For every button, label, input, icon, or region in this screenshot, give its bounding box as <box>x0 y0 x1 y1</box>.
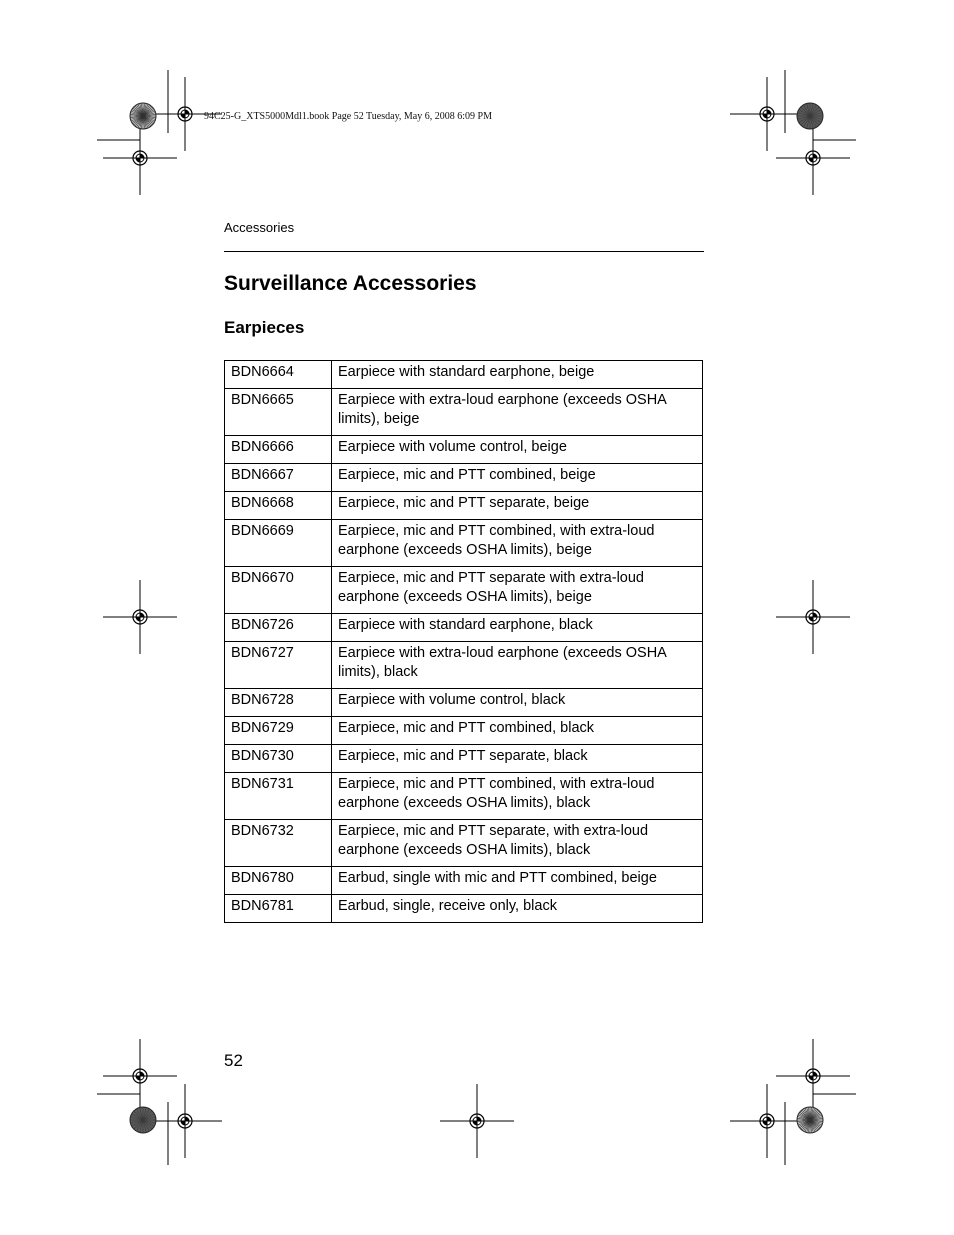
registration-mark <box>103 580 177 654</box>
description-cell: Earpiece, mic and PTT combined, with extra-loud earphone (exceeds OSHA limits), beige <box>332 520 703 567</box>
description-cell: Earpiece with standard earphone, black <box>332 614 703 642</box>
registration-mark <box>776 1039 850 1113</box>
registration-mark <box>776 580 850 654</box>
table-row <box>225 361 703 389</box>
table-row <box>225 867 703 895</box>
running-header: Accessories <box>224 220 295 235</box>
table-row <box>225 436 703 464</box>
part-number-cell: BDN6669 <box>225 520 332 567</box>
earpieces-table <box>224 360 703 923</box>
table-row <box>225 745 703 773</box>
part-number-cell: BDN6664 <box>225 361 332 389</box>
description-cell: Earpiece, mic and PTT separate, with extra-loud earphone (exceeds OSHA limits), black <box>332 820 703 867</box>
table-row <box>225 689 703 717</box>
page-number: 52 <box>224 1051 243 1070</box>
star-target-mark <box>130 1107 156 1133</box>
registration-mark <box>440 1084 514 1158</box>
star-target-mark <box>130 103 156 129</box>
section-heading: Earpieces <box>224 318 305 337</box>
part-number-cell: BDN6728 <box>225 689 332 717</box>
star-target-mark <box>797 1107 823 1133</box>
part-number-cell: BDN6781 <box>225 895 332 923</box>
part-number-cell: BDN6729 <box>225 717 332 745</box>
registration-mark <box>148 1084 222 1158</box>
table-row <box>225 567 703 614</box>
part-number-cell: BDN6668 <box>225 492 332 520</box>
part-number-cell: BDN6667 <box>225 464 332 492</box>
table-row <box>225 389 703 436</box>
registration-mark <box>730 77 804 151</box>
description-cell: Earpiece with extra-loud earphone (exceeds OSHA limits), beige <box>332 389 703 436</box>
description-cell: Earpiece, mic and PTT combined, beige <box>332 464 703 492</box>
table-row <box>225 520 703 567</box>
registration-mark <box>730 1084 804 1158</box>
description-cell: Earbud, single, receive only, black <box>332 895 703 923</box>
header-rule <box>224 251 704 252</box>
description-cell: Earpiece, mic and PTT combined, with extra-loud earphone (exceeds OSHA limits), black <box>332 773 703 820</box>
table-row <box>225 642 703 689</box>
table-row <box>225 895 703 923</box>
description-cell: Earpiece, mic and PTT separate, beige <box>332 492 703 520</box>
table-row <box>225 717 703 745</box>
part-number-cell: BDN6727 <box>225 642 332 689</box>
table-row <box>225 773 703 820</box>
print-metadata: 94C25-G_XTS5000Mdl1.book Page 52 Tuesday, May 6, 2008 6:09 PM <box>204 111 492 122</box>
table-row <box>225 464 703 492</box>
registration-mark <box>103 121 177 195</box>
registration-mark <box>776 121 850 195</box>
part-number-cell: BDN6666 <box>225 436 332 464</box>
part-number-cell: BDN6665 <box>225 389 332 436</box>
description-cell: Earpiece with volume control, black <box>332 689 703 717</box>
description-cell: Earpiece with volume control, beige <box>332 436 703 464</box>
part-number-cell: BDN6780 <box>225 867 332 895</box>
star-target-mark <box>797 103 823 129</box>
table-row <box>225 614 703 642</box>
part-number-cell: BDN6730 <box>225 745 332 773</box>
part-number-cell: BDN6731 <box>225 773 332 820</box>
description-cell: Earpiece with extra-loud earphone (exceeds OSHA limits), black <box>332 642 703 689</box>
page-title: Surveillance Accessories <box>224 272 477 295</box>
table-row <box>225 492 703 520</box>
earpieces-table-body <box>225 361 703 923</box>
part-number-cell: BDN6670 <box>225 567 332 614</box>
registration-mark <box>103 1039 177 1113</box>
description-cell: Earbud, single with mic and PTT combined, beige <box>332 867 703 895</box>
description-cell: Earpiece with standard earphone, beige <box>332 361 703 389</box>
part-number-cell: BDN6726 <box>225 614 332 642</box>
description-cell: Earpiece, mic and PTT separate, black <box>332 745 703 773</box>
part-number-cell: BDN6732 <box>225 820 332 867</box>
description-cell: Earpiece, mic and PTT separate with extra-loud earphone (exceeds OSHA limits), beige <box>332 567 703 614</box>
table-row <box>225 820 703 867</box>
description-cell: Earpiece, mic and PTT combined, black <box>332 717 703 745</box>
